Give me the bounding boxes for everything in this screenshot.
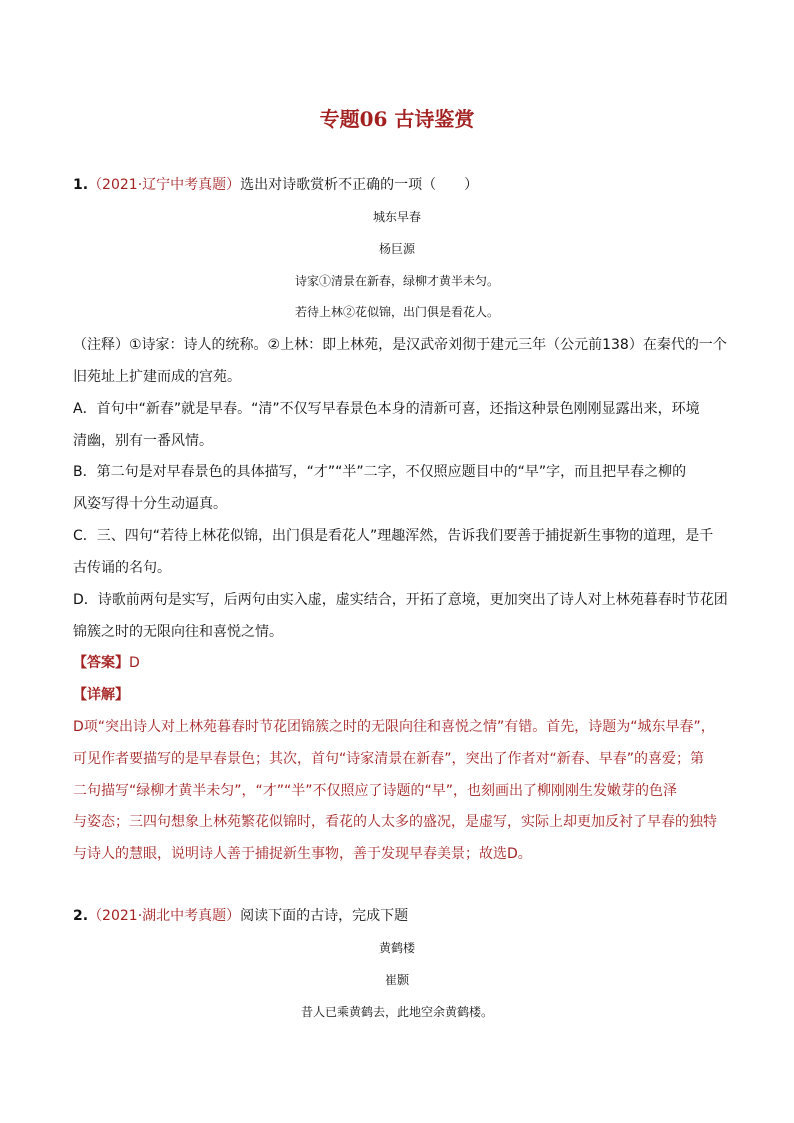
page-title: 专题06 古诗鉴赏 bbox=[319, 107, 475, 131]
poem-author: 杨巨源 bbox=[378, 242, 415, 256]
question-number: 2. bbox=[73, 908, 89, 924]
detail-text-line: 与姿态；三四句想象上林苑繁花似锦时，看花的人太多的盛况，是虚写，实际上却更加反衬了早春的独特 bbox=[73, 814, 717, 830]
question-1-stem-line bbox=[73, 175, 725, 195]
question-source: （2021·辽宁中考真题） bbox=[88, 177, 241, 193]
detail-text-line: 与诗人的慧眼，说明诗人善于捕捉新生事物，善于发现早春美景；故选D。 bbox=[73, 846, 532, 862]
option-b-line: B．第二句是对早春景色的具体描写，“才”“半”二字，不仅照应题目中的“早”字，而且把早春之柳的 bbox=[73, 464, 687, 480]
option-c-line: 古传诵的名句。 bbox=[73, 560, 171, 576]
option-b-line: 风姿写得十分生动逼真。 bbox=[73, 496, 227, 512]
detail-text-line: 二句描写“绿柳才黄半未匀”，“才”“半”不仅照应了诗题的“早”，也刻画出了柳刚刚生发嫩芽的色泽 bbox=[73, 783, 678, 799]
poem-line: 若待上林②花似锦，出门俱是看花人。 bbox=[294, 305, 499, 319]
option-a-line: A．首句中“新春”就是早春。“清”不仅写早春景色本身的清新可喜，还指这种景色刚刚显露出来，环境 bbox=[73, 401, 700, 417]
poem-title: 黄鹤楼 bbox=[378, 941, 415, 955]
question-source: （2021·湖北中考真题） bbox=[88, 908, 241, 924]
detail-label-line bbox=[73, 685, 725, 705]
answer-value: D bbox=[129, 655, 140, 671]
poem-author: 崔颢 bbox=[384, 973, 409, 987]
option-d-line: D．诗歌前两句是实写，后两句由实入虚，虚实结合，开拓了意境，更加突出了诗人对上林苑暮春时节花团 bbox=[73, 592, 728, 608]
option-c-line: C．三、四句“若待上林花似锦，出门俱是看花人”理趣浑然，告诉我们要善于捕捉新生事物的道理，是千 bbox=[73, 528, 714, 544]
poem-line: 昔人已乘黄鹤去，此地空余黄鹤楼。 bbox=[300, 1005, 493, 1019]
question-2-stem-line bbox=[73, 906, 725, 926]
question-number: 1. bbox=[73, 177, 89, 193]
poem-line: 诗家①清景在新春，绿柳才黄半未匀。 bbox=[294, 274, 499, 288]
option-a-line: 清幽，别有一番风情。 bbox=[73, 433, 213, 449]
answer-label: 【答案】 bbox=[73, 655, 129, 671]
annotation-line: 旧苑址上扩建而成的宫苑。 bbox=[73, 369, 241, 385]
annotation-line: （注释）①诗家：诗人的统称。②上林：即上林苑，是汉武帝刘彻于建元三年（公元前138）在秦代的一个 bbox=[73, 337, 727, 353]
question-stem: 阅读下面的古诗，完成下题 bbox=[240, 908, 409, 924]
detail-text-line: D项“突出诗人对上林苑暮春时节花团锦簇之时的无限向往和喜悦之情”有错。首先，诗题为“城东早春”， bbox=[73, 719, 715, 735]
answer-line bbox=[73, 653, 725, 673]
detail-text-line: 可见作者要描写的是早春景色；其次，首句“诗家清景在新春”，突出了作者对“新春、早春”的喜爱；第 bbox=[73, 751, 705, 767]
question-stem: 选出对诗歌赏析不正确的一项（ ） bbox=[240, 177, 479, 193]
option-d-line: 锦簇之时的无限向往和喜悦之情。 bbox=[73, 624, 283, 640]
poem-title: 城东早春 bbox=[372, 210, 421, 224]
detail-label: 【详解】 bbox=[73, 687, 129, 703]
